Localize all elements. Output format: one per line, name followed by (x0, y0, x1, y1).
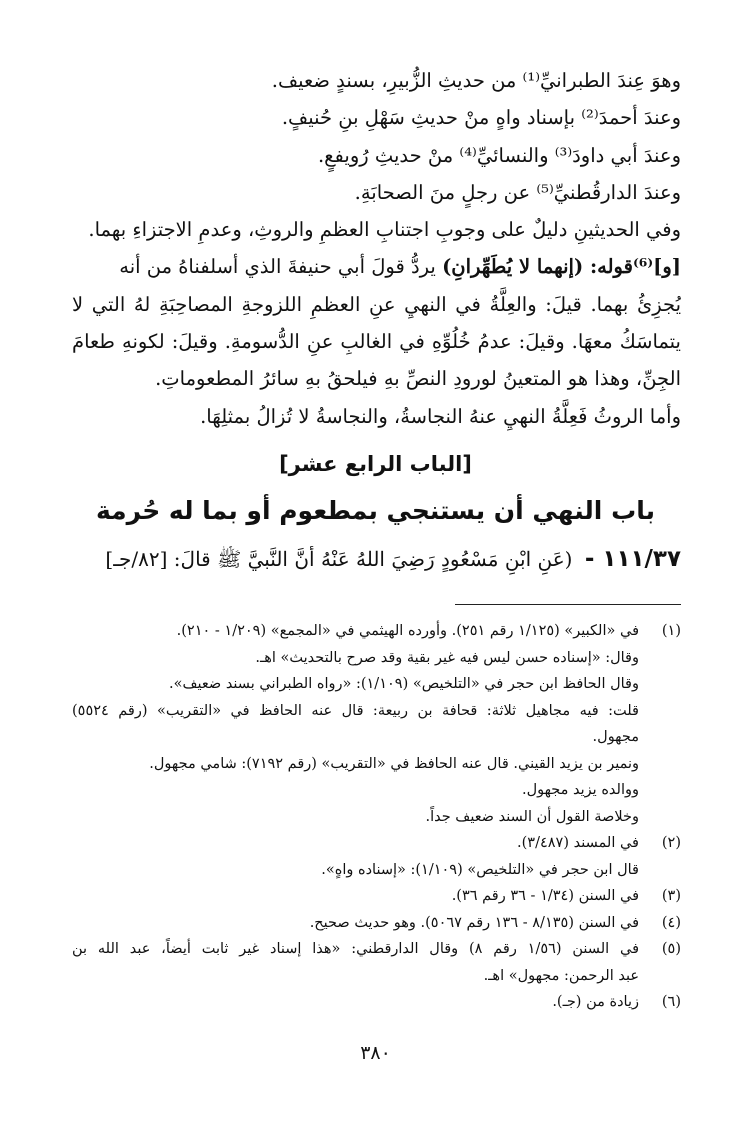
footnote-number: (١) (661, 623, 681, 639)
footnote-number: (٢) (661, 835, 681, 851)
footnotes (72, 618, 681, 1016)
hadith-number: ١١١/٣٧ - (584, 546, 681, 572)
footnote-line: وقال الحافظ ابن حجر في «التلخيص» (١/١٠٩): «رواه الطبراني بسند ضعيف». (169, 676, 639, 692)
hadith-line (72, 546, 681, 576)
footnote-line: مجهول. (592, 729, 639, 745)
footnote-line: وقال: «إسناده حسن ليس فيه غير بقية وقد صرح بالتحديث» اهـ. (255, 649, 639, 666)
footnote (72, 910, 681, 937)
chapter-label: [الباب الرابع عشر] (279, 452, 472, 476)
text-line: وعندَ أحمدَ⁽²⁾ بإسناد واهٍ منْ حديثِ سَهْلِ بنِ حُنيفٍ. (281, 106, 681, 130)
text-line: الجِنِّ، وهذا هو المتعينُ لورودِ النصِّ بهِ فيلحقُ بهِ سائرُ المطعوماتِ. (155, 367, 681, 391)
text-line: يُجزِئُ بهما. قيلَ: والعِلَّةُ في النهيِ عنِ العظمِ اللزوجةِ المصاحِبَةِ لهُ التي لا (72, 292, 681, 316)
footnote-line: في المسند (٣/٤٨٧). (517, 835, 639, 851)
footnote (72, 830, 681, 883)
footnote-line: ونمير بن يزيد القيني. قال عنه الحافظ في «التقريب» (رقم ٧١٩٢): شامي مجهول. (149, 755, 639, 772)
footnote-number: (٣) (661, 888, 681, 904)
footnote-number: (٤) (661, 914, 681, 931)
footnote (72, 936, 681, 989)
text-line (72, 248, 681, 285)
footnote-number: (٦) (661, 994, 681, 1010)
page-number: ٣٨٠ (360, 1042, 391, 1064)
footnote-line: وخلاصة القول أن السند ضعيف جداً. (425, 808, 639, 825)
footnote-line: قلت: فيه مجاهيل ثلاثة: قحافة بن ربيعة: قال عنه الحافظ في «التقريب» (رقم ٥٥٢٤) (72, 702, 639, 719)
commentary-quote: [و]⁽⁶⁾قوله: (إنهما لا يُطَهِّرانِ) (442, 255, 681, 279)
footnote-line: في «الكبير» (١/١٢٥ رقم ٢٥١). وأورده الهيثمي في «المجمع» (١/٢٠٩ - ٢١٠). (176, 623, 639, 639)
text-line: وهوَ عِندَ الطبرانيِّ⁽¹⁾ من حديثِ الزُّبيرِ، بسندٍ ضعيف. (271, 69, 681, 92)
footnote-line: زيادة من (جـ). (552, 994, 639, 1010)
footnote-line: في السنن (١/٣٤ - ٣٦ رقم ٣٦). (451, 888, 639, 904)
footnote-line: ووالده يزيد مجهول. (521, 782, 639, 798)
footnote-divider (455, 604, 681, 605)
text-line: وعندَ أبي داودَ⁽³⁾ والنسائيِّ⁽⁴⁾ منْ حديثِ رُويفعٍ. (317, 143, 681, 167)
text-line: يتماسَكُ معهَا. وقيلَ: عدمُ خُلُوِّهِ في الغالبِ عنِ الدُّسومةِ. وقيلَ: لكونهِ طعامَ (72, 330, 681, 354)
footnote (72, 883, 681, 910)
footnote (72, 989, 681, 1016)
chapter-title: باب النهي أن يستنجي بمطعوم أو بما له حُرمة (96, 496, 655, 525)
text-line: وعندَ الدارقُطنيِّ⁽⁵⁾ عن رجلٍ منَ الصحابَةِ. (354, 180, 681, 204)
text-line: وفي الحديثينِ دليلٌ على وجوبِ اجتنابِ العظمِ والروثِ، وعدمِ الاجتزاءِ بهما. (88, 218, 681, 242)
main-text (72, 62, 681, 435)
footnote-line: في السنن (١/٥٦ رقم ٨) وقال الدارقطني: «هذا إسناد غير ثابت أيضاً، عبد الله بن (72, 941, 639, 957)
footnote-line: قال ابن حجر في «التلخيص» (١/١٠٩): «إسناده واهٍ». (321, 861, 639, 878)
text-line: وأما الروثُ فَعِلَّةُ النهيِ عنهُ النجاسةُ، والنجاسةُ لا تُزالُ بمثلِهَا. (200, 404, 681, 428)
footnote-number: (٥) (661, 941, 681, 957)
footnote-line: في السنن (٨/١٣٥ - ١٣٦ رقم ٥٠٦٧). وهو حديث صحيح. (309, 914, 639, 931)
hadith-text: (عَنِ ابْنِ مَسْعُودٍ رَضِيَ اللهُ عَنْهُ أنَّ النَّبيَّ ﷺ قالَ: [٨٢/جـ] (105, 547, 573, 571)
commentary-rest: يردُّ قولَ أبي حنيفةَ الذي أسلفناهُ من أنه (119, 255, 443, 279)
footnote-line: عبد الرحمن: مجهول» اهـ. (483, 967, 639, 984)
footnote (72, 618, 681, 830)
